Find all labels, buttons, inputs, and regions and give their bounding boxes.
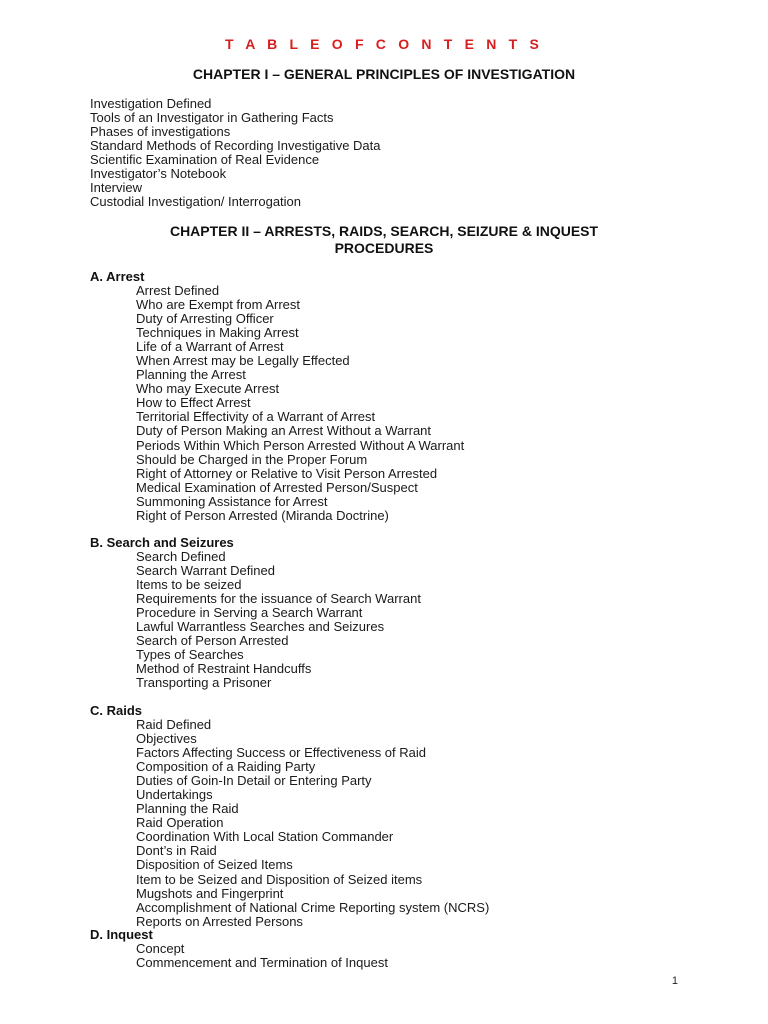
- section-heading-raids: C. Raids: [90, 703, 143, 718]
- list-item: Commencement and Termination of Inquest: [136, 955, 388, 971]
- list-item: Techniques in Making Arrest: [136, 325, 299, 341]
- list-item: Investigation Defined: [90, 96, 212, 111]
- list-item: Mugshots and Fingerprint: [136, 885, 284, 901]
- list-item: Planning the Raid: [136, 801, 239, 817]
- chapter-2-heading-line-1: CHAPTER II – ARRESTS, RAIDS, SEARCH, SEIZURE & INQUEST: [169, 223, 599, 239]
- toc-title: T A B L E O F C O N T E N T S: [224, 36, 544, 52]
- list-item: Coordination With Local Station Commander: [136, 829, 394, 845]
- list-item: Territorial Effectivity of a Warrant of Arrest: [136, 409, 376, 425]
- list-item: Summoning Assistance for Arrest: [136, 493, 328, 509]
- list-item: Duty of Person Making an Arrest Without a Warrant: [136, 423, 432, 439]
- list-item: Accomplishment of National Crime Reporting system (NCRS): [136, 899, 490, 915]
- list-item: Right of Attorney or Relative to Visit Person Arrested: [136, 465, 438, 481]
- list-item: Raid Operation: [136, 815, 224, 831]
- list-item: Reports on Arrested Persons: [136, 913, 303, 929]
- list-item: When Arrest may be Legally Effected: [136, 353, 350, 369]
- list-item: Concept: [136, 941, 185, 956]
- list-item: Periods Within Which Person Arrested Without A Warrant: [136, 437, 465, 453]
- list-item: Composition of a Raiding Party: [136, 759, 316, 775]
- list-item: Custodial Investigation/ Interrogation: [90, 194, 302, 210]
- list-item: Tools of an Investigator in Gathering Facts: [90, 110, 334, 126]
- list-item: Duties of Goin-In Detail or Entering Party: [136, 773, 372, 789]
- chapter-1-list: [90, 97, 381, 209]
- list-item: Duty of Arresting Officer: [136, 311, 274, 327]
- list-item: Search Warrant Defined: [136, 563, 275, 579]
- list-item: Items to be seized: [136, 577, 242, 593]
- page-number: 1: [671, 975, 678, 987]
- list-item: Should be Charged in the Proper Forum: [136, 451, 368, 467]
- list-item: Dont’s in Raid: [136, 843, 217, 859]
- list-item: Investigator’s Notebook: [90, 166, 227, 182]
- list-item: Objectives: [136, 731, 197, 747]
- list-item: Undertakings: [136, 787, 213, 803]
- list-item: Method of Restraint Handcuffs: [136, 661, 312, 677]
- chapter-1-heading: CHAPTER I – GENERAL PRINCIPLES OF INVESTIGATION: [192, 66, 576, 82]
- section-heading-search-and-seizures: B. Search and Seizures: [90, 535, 234, 550]
- search-seizures-list: [136, 550, 421, 690]
- inquest-list: [136, 942, 388, 970]
- list-item: Who are Exempt from Arrest: [136, 297, 300, 313]
- list-item: Arrest Defined: [136, 283, 220, 298]
- list-item: Procedure in Serving a Search Warrant: [136, 605, 363, 621]
- list-item: Scientific Examination of Real Evidence: [90, 152, 320, 168]
- section-heading-arrest: A. Arrest: [90, 269, 145, 284]
- list-item: Lawful Warrantless Searches and Seizures: [136, 619, 385, 635]
- list-item: Planning the Arrest: [136, 367, 246, 383]
- list-item: Disposition of Seized Items: [136, 857, 293, 873]
- list-item: Right of Person Arrested (Miranda Doctrine): [136, 507, 389, 523]
- list-item: Who may Execute Arrest: [136, 381, 280, 397]
- list-item: Life of a Warrant of Arrest: [136, 339, 284, 355]
- section-heading-inquest: D. Inquest: [90, 927, 153, 942]
- raids-list: [136, 718, 489, 929]
- list-item: Item to be Seized and Disposition of Seized items: [136, 871, 423, 887]
- chapter-2-heading-line-2: PROCEDURES: [334, 240, 434, 256]
- chapter-2-heading: [100, 223, 668, 257]
- list-item: Requirements for the issuance of Search Warrant: [136, 591, 421, 607]
- list-item: Search Defined: [136, 549, 226, 564]
- list-item: Types of Searches: [136, 647, 244, 663]
- list-item: Factors Affecting Success or Effectiveness of Raid: [136, 745, 426, 761]
- list-item: Raid Defined: [136, 717, 212, 732]
- list-item: Search of Person Arrested: [136, 633, 289, 649]
- list-item: Transporting a Prisoner: [136, 675, 272, 691]
- list-item: How to Effect Arrest: [136, 395, 251, 411]
- list-item: Interview: [90, 180, 143, 196]
- list-item: Standard Methods of Recording Investigative Data: [90, 138, 381, 154]
- arrest-list: [136, 284, 464, 523]
- list-item: Medical Examination of Arrested Person/Suspect: [136, 479, 418, 495]
- list-item: Phases of investigations: [90, 124, 231, 140]
